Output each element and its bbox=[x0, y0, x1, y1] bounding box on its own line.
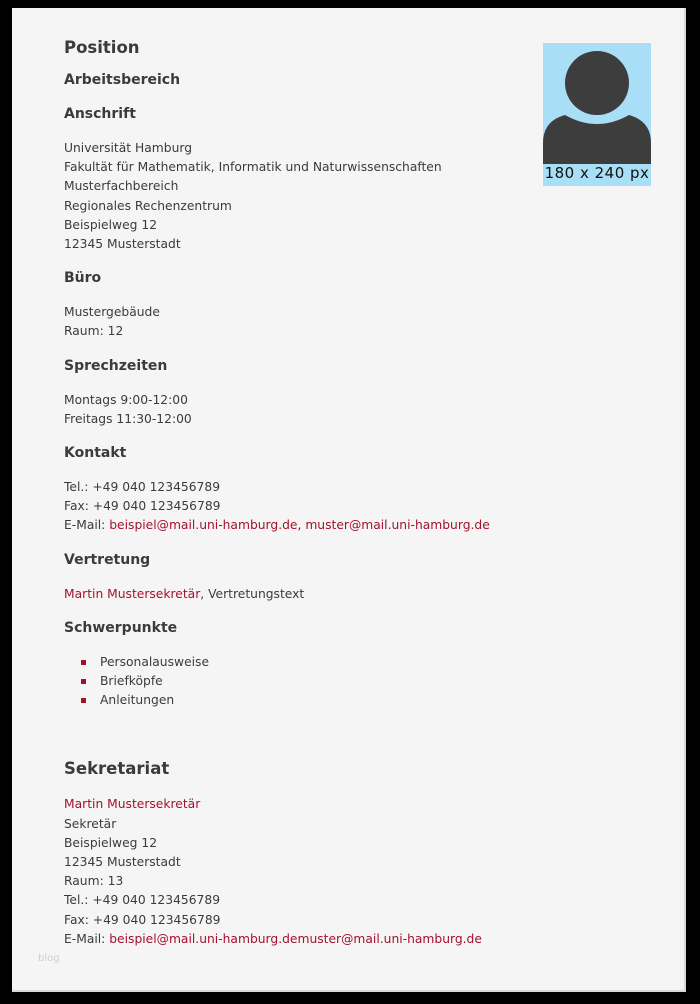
vertretung-heading: Vertretung bbox=[64, 551, 151, 568]
sprechzeiten-line: Montags 9:00-12:00 bbox=[64, 392, 188, 407]
sekretariat-info bbox=[64, 795, 524, 949]
list-item: Briefköpfe bbox=[100, 672, 524, 691]
address-line: Regionales Rechenzentrum bbox=[64, 198, 232, 213]
sekretariat-heading: Sekretariat bbox=[64, 759, 170, 779]
kontakt-fax: Fax: +49 040 123456789 bbox=[64, 499, 221, 514]
address-line: Universität Hamburg bbox=[64, 141, 193, 155]
sekretariat-line: Sekretär bbox=[64, 816, 117, 831]
sekretariat-line: Tel.: +49 040 123456789 bbox=[64, 893, 221, 908]
address-line: Fakultät für Mathematik, Informatik und Naturwissenschaften bbox=[64, 160, 442, 175]
buero-info bbox=[64, 303, 524, 341]
sekretariat-line: 12345 Musterstadt bbox=[64, 855, 181, 870]
sekretariat-line: Beispielweg 12 bbox=[64, 835, 158, 850]
vertretung-text: , Vertretungstext bbox=[200, 586, 305, 601]
sekretariat-name-link[interactable]: Martin Mustersekretär bbox=[64, 797, 201, 812]
profile-photo-placeholder bbox=[543, 43, 651, 186]
schwerpunkte-heading: Schwerpunkte bbox=[64, 619, 178, 636]
email-label: E-Mail: bbox=[64, 931, 106, 946]
address-line: 12345 Musterstadt bbox=[64, 237, 181, 252]
anschrift-heading: Anschrift bbox=[64, 106, 136, 122]
sekretariat-email-line bbox=[64, 930, 524, 949]
sprechzeiten-line: Freitags 11:30-12:00 bbox=[64, 411, 192, 426]
vertretung-name-link[interactable]: Martin Mustersekretär bbox=[64, 586, 201, 601]
kontakt-tel: Tel.: +49 040 123456789 bbox=[64, 480, 221, 495]
sekretariat-email-link[interactable]: beispiel@mail.uni-hamburg.demuster@mail.uni-hamburg.de bbox=[109, 931, 482, 946]
profile-content bbox=[64, 38, 524, 964]
email-separator: , bbox=[297, 518, 302, 533]
arbeitsbereich-heading: Arbeitsbereich bbox=[64, 72, 181, 88]
list-item: Anleitungen bbox=[100, 691, 524, 710]
email-label: E-Mail: bbox=[64, 518, 106, 533]
kontakt-heading: Kontakt bbox=[64, 445, 127, 462]
email-link-beispiel[interactable]: beispiel@mail.uni-hamburg.de bbox=[109, 518, 298, 533]
email-link-muster[interactable]: muster@mail.uni-hamburg.de bbox=[305, 518, 490, 533]
schwerpunkte-list bbox=[64, 653, 524, 711]
kontakt-info bbox=[64, 478, 524, 536]
photo-size-label: 180 x 240 px bbox=[544, 164, 650, 182]
address-line: Musterfachbereich bbox=[64, 179, 179, 194]
sekretariat-line: Fax: +49 040 123456789 bbox=[64, 912, 221, 927]
sekretariat-line: Raum: 13 bbox=[64, 874, 124, 889]
buero-line: Raum: 12 bbox=[64, 324, 124, 339]
buero-heading: Büro bbox=[64, 270, 102, 287]
buero-line: Mustergebäude bbox=[64, 305, 160, 320]
document-page bbox=[12, 8, 686, 992]
anschrift-address bbox=[64, 139, 524, 254]
watermark-text: blog bbox=[38, 953, 60, 964]
address-line: Beispielweg 12 bbox=[64, 217, 158, 232]
vertretung-info bbox=[64, 585, 524, 604]
sprechzeiten-heading: Sprechzeiten bbox=[64, 357, 168, 374]
position-heading: Position bbox=[64, 38, 140, 57]
kontakt-email-line bbox=[64, 516, 524, 535]
list-item: Personalausweise bbox=[100, 653, 524, 672]
sprechzeiten-info bbox=[64, 391, 524, 429]
